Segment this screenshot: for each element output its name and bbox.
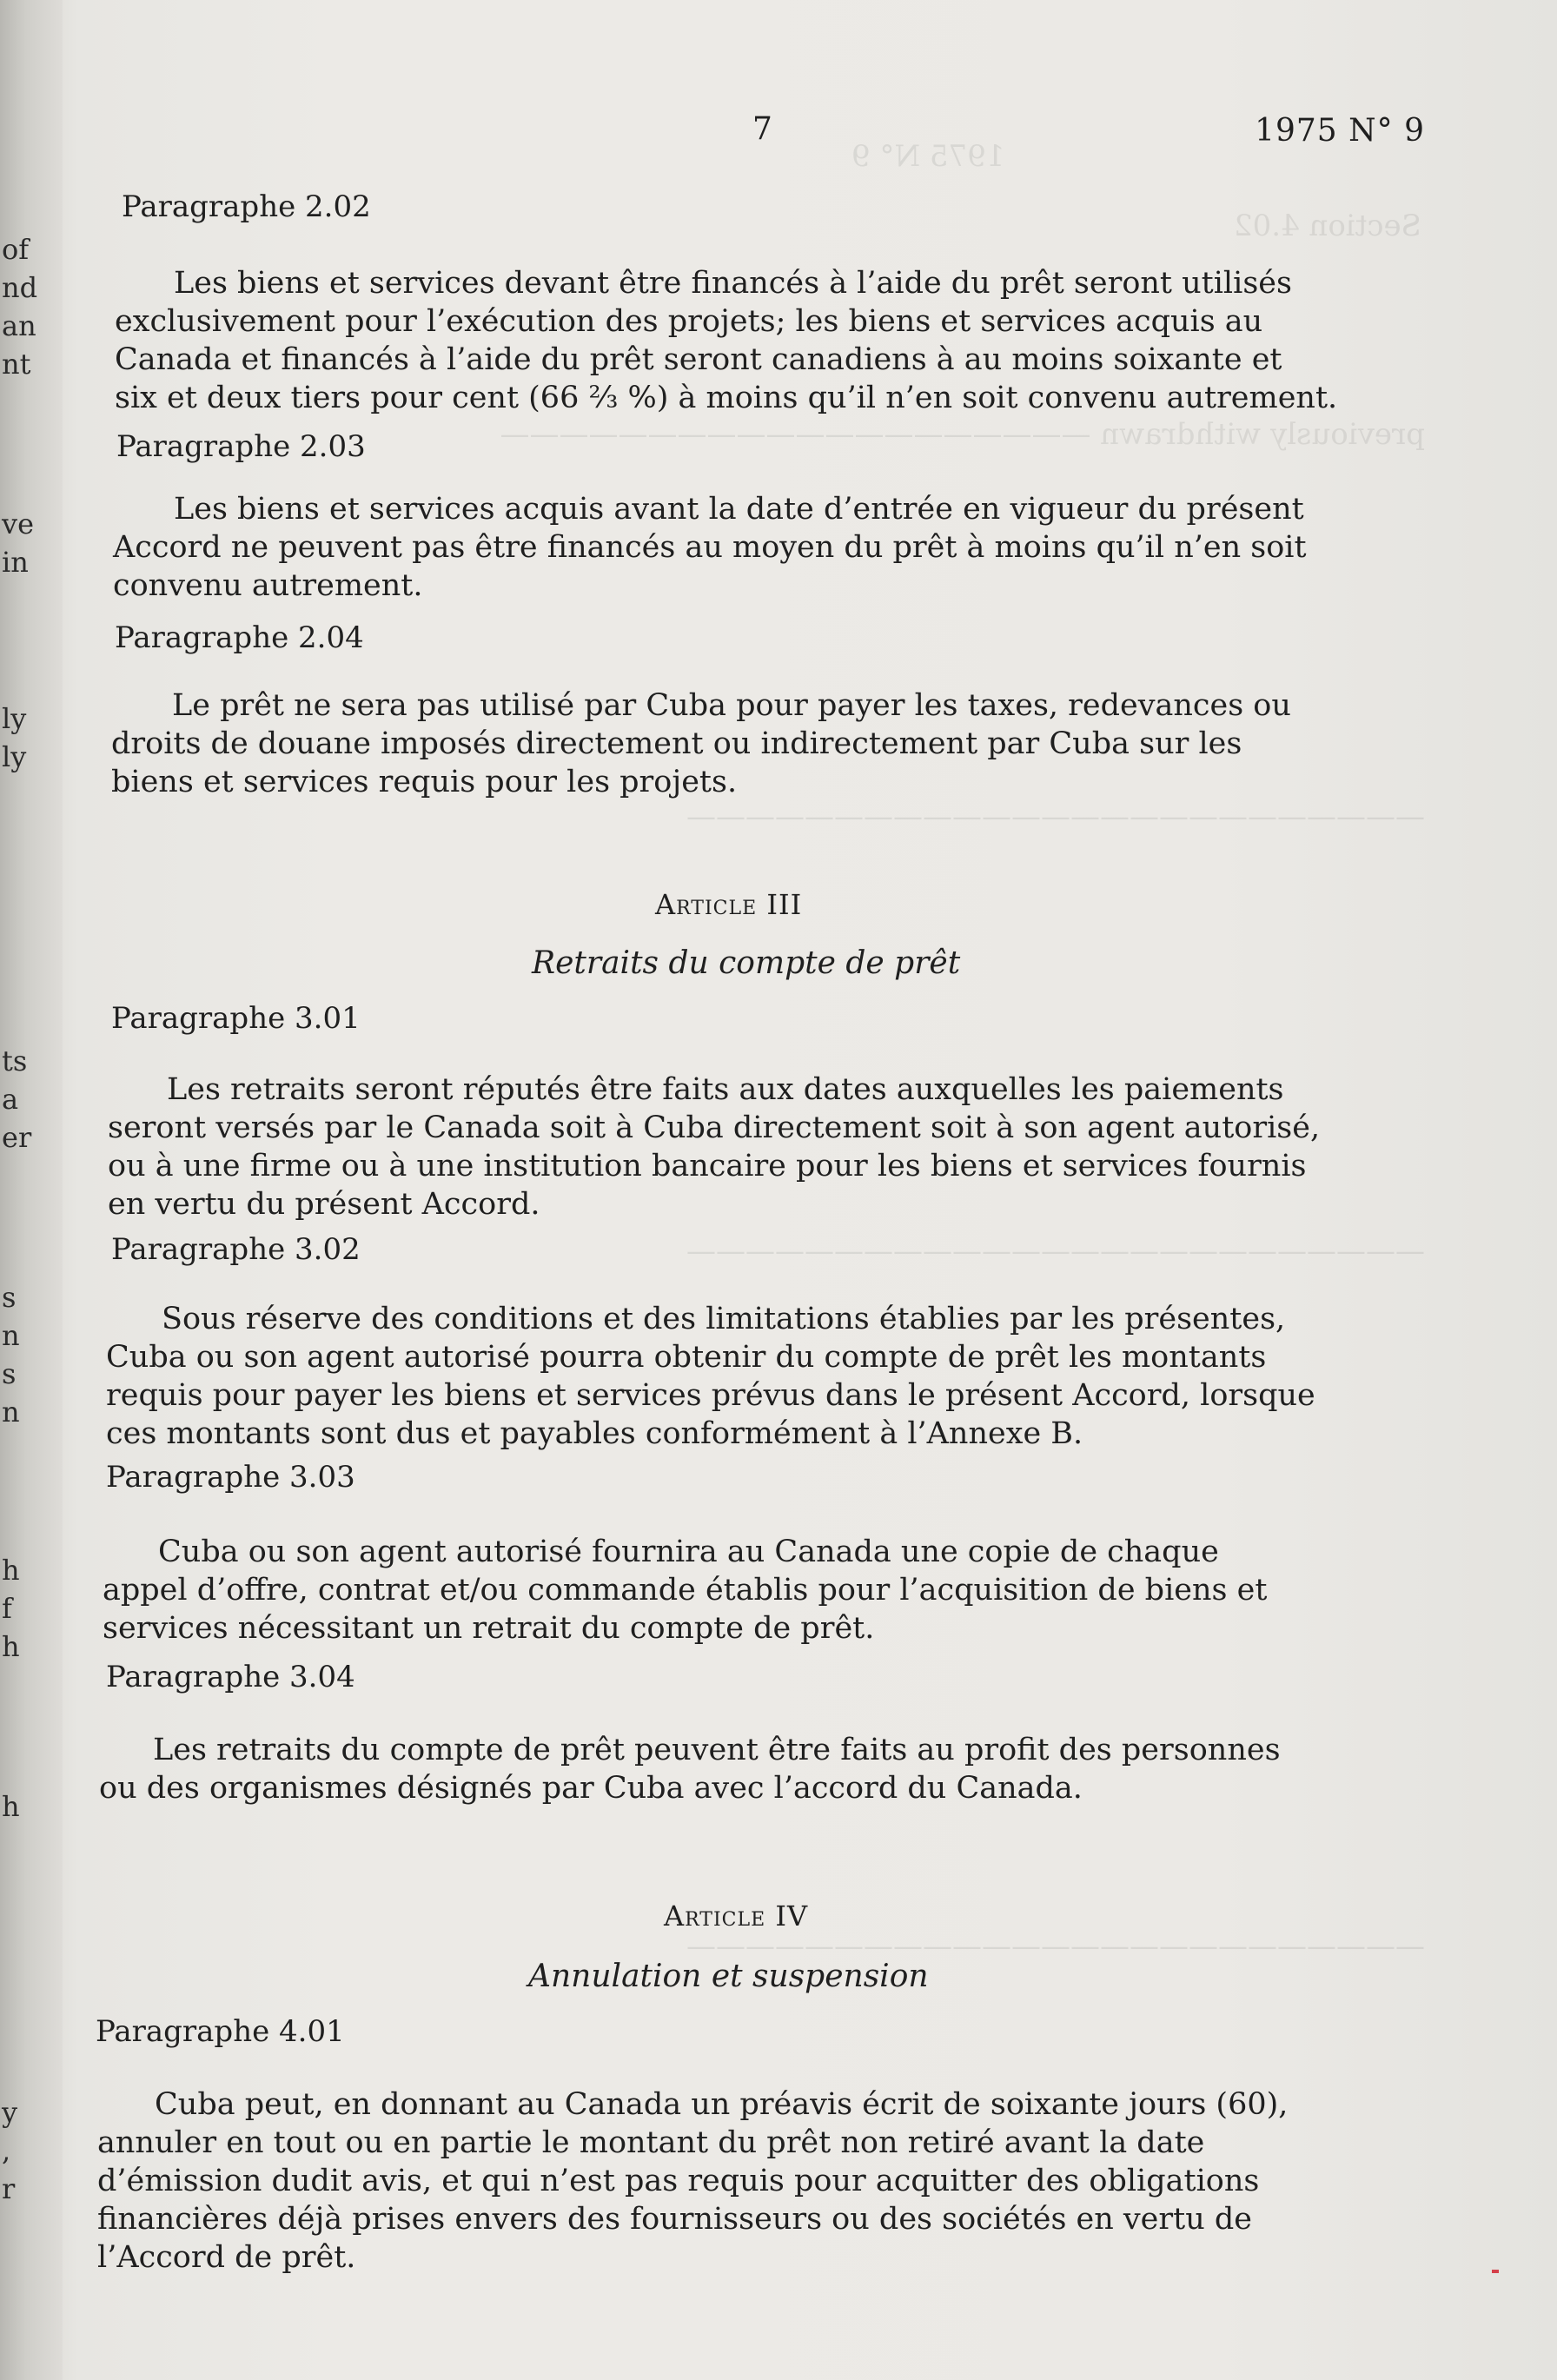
paragraph-label: Paragraphe 2.02 [122,189,371,224]
ink-mark [1492,2270,1499,2273]
article-subtitle: Annulation et suspension [528,1959,929,1994]
margin-fragment: ly [2,740,27,773]
margin-fragment: f [2,1592,12,1625]
margin-fragment: nt [2,348,31,381]
margin-fragment: s [2,1281,17,1314]
text-line: droits de douane imposés directement ou indirectement par Cuba sur les [111,726,1242,761]
margin-fragment: h [2,1630,20,1663]
text-line: exclusivement pour l’exécution des projets; les biens et services acquis au [115,304,1263,339]
text-line: convenu autrement. [113,568,423,603]
margin-fragment: er [2,1121,32,1154]
text-line: appel d’offre, contrat et/ou commande établis pour l’acquisition de biens et [103,1573,1268,1608]
margin-fragment: an [2,309,36,342]
article-subtitle: Retraits du compte de prêt [532,945,961,981]
paragraph-label: Paragraphe 3.01 [111,1001,361,1036]
text-line: d’émission dudit avis, et qui n’est pas requis pour acquitter des obligations [97,2164,1260,2198]
text-line: Le prêt ne sera pas utilisé par Cuba pour payer les taxes, redevances ou [172,688,1291,723]
text-line: Cuba peut, en donnant au Canada un préavis écrit de soixante jours (60), [155,2087,1289,2122]
text-line: Canada et financés à l’aide du prêt seront canadiens à au moins soixante et [115,342,1282,377]
show-through: previously withdrawn ———————————————————— [500,417,1425,452]
margin-fragment: n [2,1319,20,1352]
margin-fragment: ts [2,1044,28,1077]
margin-fragment: n [2,1396,20,1429]
text-line: seront versés par le Canada soit à Cuba directement soit à son agent autorisé, [108,1110,1321,1145]
text-line: Accord ne peuvent pas être financés au moyen du prêt à moins qu’il n’en soit [113,530,1307,565]
paragraph-label: Paragraphe 2.04 [115,620,364,655]
paragraph-label: Paragraphe 2.03 [116,429,366,464]
text-line: biens et services requis pour les projets. [111,765,738,799]
text-line: annuler en tout ou en partie le montant du prêt non retiré avant la date [97,2125,1205,2160]
paragraph-label: Paragraphe 3.04 [106,1660,355,1694]
text-line: financières déjà prises envers des fournisseurs ou des sociétés en vertu de [97,2202,1252,2237]
text-line: Les biens et services acquis avant la date d’entrée en vigueur du présent [174,492,1304,527]
text-line: ou à une firme ou à une institution bancaire pour les biens et services fournis [108,1149,1307,1183]
text-line: Cuba ou son agent autorisé fournira au Canada une copie de chaque [158,1535,1219,1569]
margin-fragment: y [2,2096,18,2129]
text-line: six et deux tiers pour cent (66 ⅔ %) à moins qu’il n’en soit convenu autrement. [115,381,1338,415]
text-line: ou des organismes désignés par Cuba avec l’accord du Canada. [99,1771,1083,1806]
margin-fragment: ve [2,507,35,540]
show-through: 1975 N° 9 [851,139,1005,174]
text-line: Les retraits du compte de prêt peuvent être faits au profit des personnes [153,1733,1281,1767]
text-line: en vertu du présent Accord. [108,1187,540,1222]
text-line: Les retraits seront réputés être faits aux dates auxquelles les paiements [167,1072,1284,1107]
margin-fragment: ly [2,702,27,735]
margin-fragment: in [2,546,29,579]
margin-fragment: , [2,2134,11,2167]
text-line: ces montants sont dus et payables conformément à l’Annexe B. [106,1416,1083,1451]
gazette-year-number: 1975 N° 9 [1255,113,1425,149]
margin-fragment: r [2,2172,16,2205]
show-through: ————————————————————————— [686,1929,1425,1964]
margin-fragment: nd [2,271,38,304]
text-line: services nécessitant un retrait du compte de prêt. [103,1611,875,1646]
page-number: 7 [752,111,772,147]
show-through: ————————————————————————— [686,799,1425,834]
margin-fragment: h [2,1790,20,1823]
margin-fragment: h [2,1554,20,1587]
paragraph-label: Paragraphe 3.02 [111,1232,361,1267]
paragraph-label: Paragraphe 3.03 [106,1460,355,1495]
margin-fragment: a [2,1083,19,1116]
text-line: l’Accord de prêt. [97,2240,356,2275]
text-line: Les biens et services devant être financés à l’aide du prêt seront utilisés [174,266,1292,301]
margin-fragment: s [2,1357,17,1390]
text-line: Sous réserve des conditions et des limitations établies par les présentes, [162,1302,1286,1336]
show-through: ————————————————————————— [686,1234,1425,1269]
article-heading: Article IV [664,1899,809,1933]
text-line: Cuba ou son agent autorisé pourra obtenir du compte de prêt les montants [106,1340,1267,1375]
margin-fragment: of [2,233,30,266]
paragraph-label: Paragraphe 4.01 [96,2014,345,2049]
show-through: Section 4.02 [1234,209,1421,243]
article-heading: Article III [655,888,803,921]
text-line: requis pour payer les biens et services prévus dans le présent Accord, lorsque [106,1378,1315,1413]
